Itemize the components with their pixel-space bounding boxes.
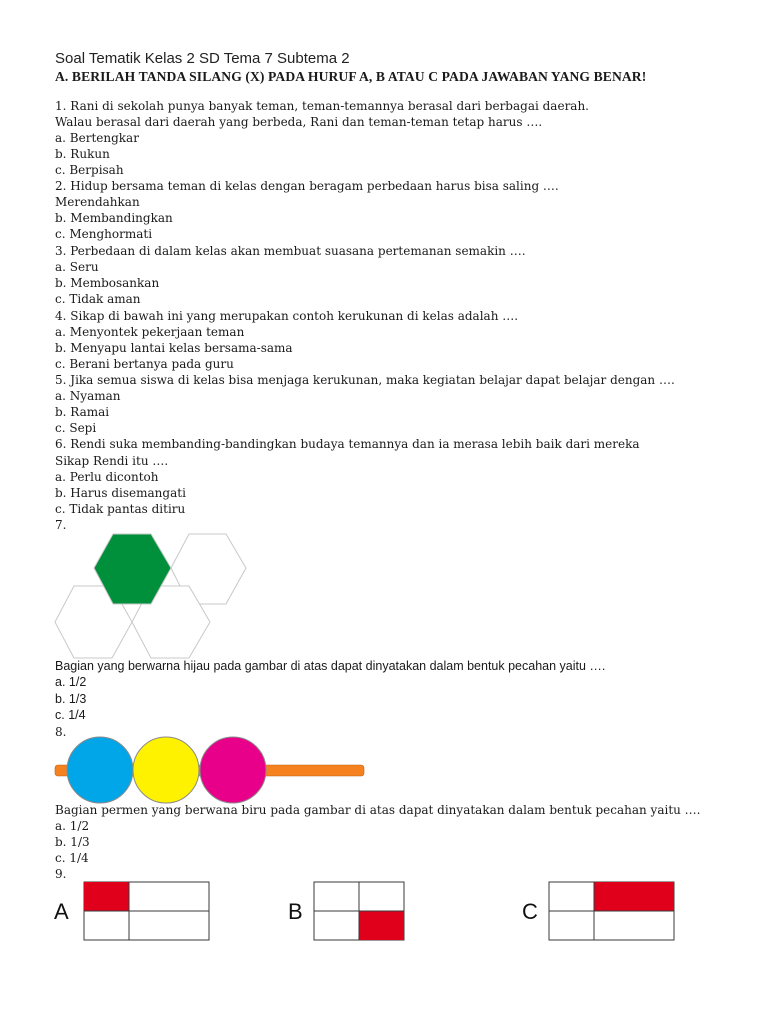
grid-b-label: B [288, 899, 303, 924]
question-7-option-c: c. 1/4 [55, 708, 86, 722]
question-3-option-b: b. Membosankan [55, 276, 160, 290]
fraction-grids-figure [50, 878, 690, 948]
question-4-option-b: b. Menyapu lantai kelas bersama-sama [55, 341, 293, 355]
question-9-number: 9. [55, 867, 67, 881]
grid-b [314, 882, 404, 940]
question-2-option-a: Merendahkan [55, 195, 140, 209]
question-6-option-b: b. Harus disemangati [55, 486, 186, 500]
question-8-option-a: a. 1/2 [55, 819, 90, 833]
grid-c [549, 882, 674, 940]
question-3-text: 3. Perbedaan di dalam kelas akan membuat suasana pertemanan semakin …. [55, 244, 526, 258]
question-1-text: 1. Rani di sekolah punya banyak teman, teman-temannya berasal dari berbagai daerah. [55, 99, 589, 113]
candy-yellow [133, 737, 199, 803]
grid-a-red-cell [84, 882, 129, 911]
grid-c-label: C [522, 899, 538, 924]
question-4-text: 4. Sikap di bawah ini yang merupakan contoh kerukunan di kelas adalah …. [55, 309, 519, 323]
question-5-option-b: b. Ramai [55, 405, 110, 419]
question-2-option-b: b. Membandingkan [55, 211, 173, 225]
question-4-option-c: c. Berani bertanya pada guru [55, 357, 234, 371]
grid-c-red-cell [594, 882, 674, 911]
question-6-text-cont: Sikap Rendi itu …. [55, 454, 169, 468]
question-5-text: 5. Jika semua siswa di kelas bisa menjaga kerukunan, maka kegiatan belajar dapat belajar dengan …. [55, 373, 675, 387]
question-7-option-b: b. 1/3 [55, 692, 87, 706]
candy-magenta [200, 737, 266, 803]
grid-a-label: A [54, 899, 69, 924]
question-6-option-a: a. Perlu dicontoh [55, 470, 159, 484]
question-6-option-c: c. Tidak pantas ditiru [55, 502, 186, 516]
question-1-option-a: a. Bertengkar [55, 131, 139, 145]
section-instruction: A. BERILAH TANDA SILANG (X) PADA HURUF A, B ATAU C PADA JAWABAN YANG BENAR! [55, 69, 647, 84]
question-1-option-c: c. Berpisah [55, 163, 124, 177]
question-8-text: Bagian permen yang berwana biru pada gambar di atas dapat dinyatakan dalam bentuk pecahan yaitu …. [55, 803, 701, 817]
question-2-text: 2. Hidup bersama teman di kelas dengan beragam perbedaan harus bisa saling …. [55, 179, 559, 193]
grid-b-red-cell [359, 911, 404, 940]
question-3-option-c: c. Tidak aman [55, 292, 141, 306]
question-2-option-c: c. Menghormati [55, 227, 153, 241]
candy-blue [67, 737, 133, 803]
question-7-option-a: a. 1/2 [55, 675, 87, 689]
hexagon-figure [54, 532, 254, 662]
grid-a [84, 882, 209, 940]
question-8-option-c: c. 1/4 [55, 851, 89, 865]
question-7-text: Bagian yang berwarna hijau pada gambar di atas dapat dinyatakan dalam bentuk pecahan yaitu …. [55, 659, 606, 673]
question-4-option-a: a. Menyontek pekerjaan teman [55, 325, 245, 339]
question-5-option-c: c. Sepi [55, 421, 97, 435]
question-6-text: 6. Rendi suka membanding-bandingkan budaya temannya dan ia merasa lebih baik dari mereka [55, 437, 640, 451]
question-3-option-a: a. Seru [55, 260, 99, 274]
question-8-number: 8. [55, 725, 67, 739]
question-8-option-b: b. 1/3 [55, 835, 90, 849]
question-1-text-cont: Walau berasal dari daerah yang berbeda, Rani dan teman-teman tetap harus …. [55, 115, 543, 129]
page-title: Soal Tematik Kelas 2 SD Tema 7 Subtema 2 [55, 50, 350, 67]
question-7-number: 7. [55, 518, 67, 532]
question-1-option-b: b. Rukun [55, 147, 110, 161]
question-5-option-a: a. Nyaman [55, 389, 121, 403]
